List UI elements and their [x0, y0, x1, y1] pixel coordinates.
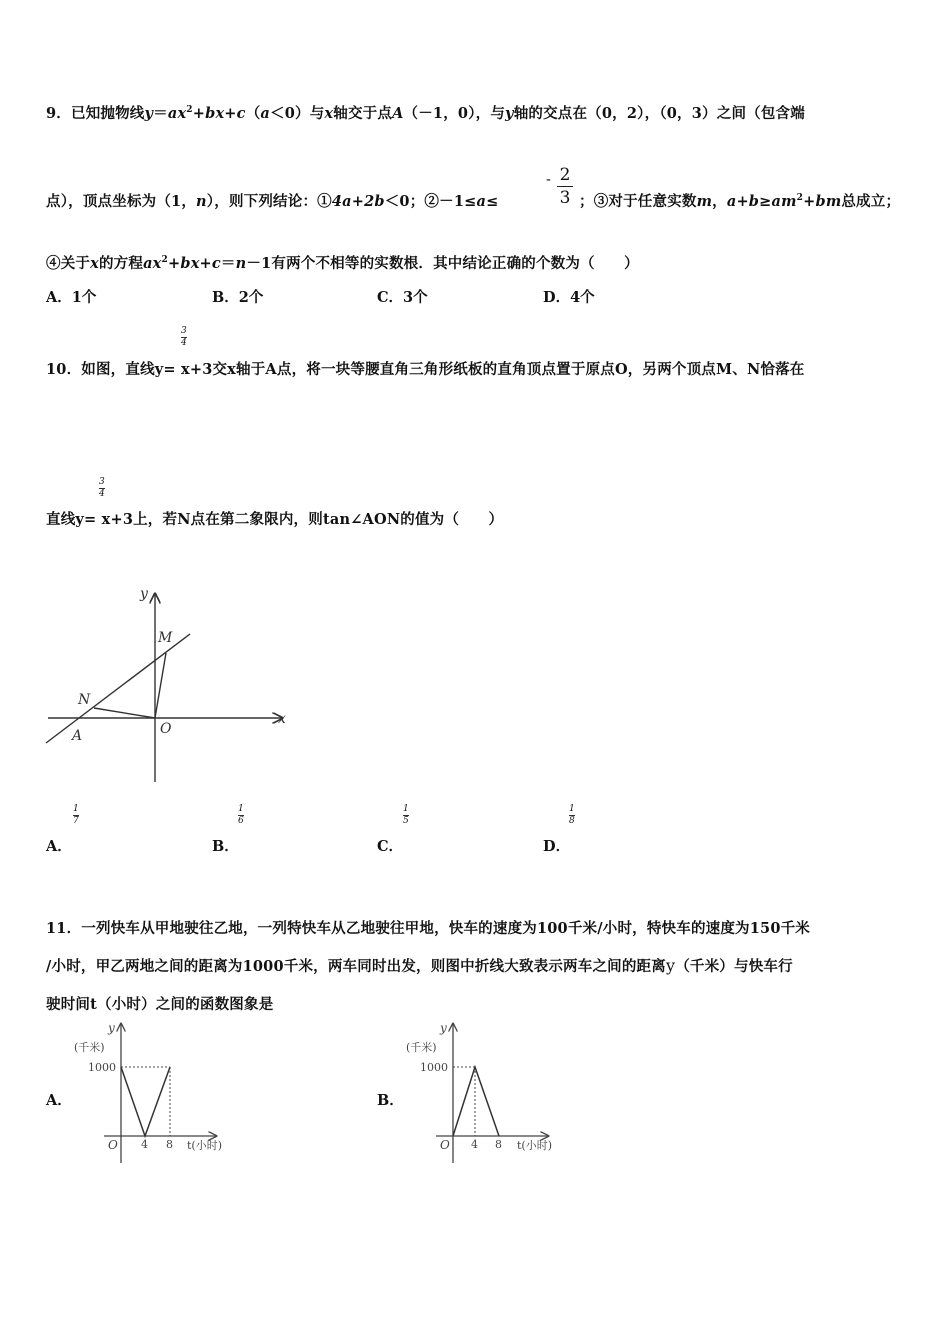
q10-label-x: x [278, 711, 286, 727]
q9-var-a: a [476, 193, 487, 210]
q9-var-n: n [196, 193, 207, 210]
q9-c4-end: －1有两个不相等的实数根．其中结论正确的个数为（ ） [246, 255, 639, 272]
q10-line2: 直线y= x+3上，若N点在第二象限内，则tan∠AON的值为（ ） [46, 511, 504, 528]
q11-line2 [46, 955, 793, 976]
q10-opt-a-frac [73, 805, 79, 826]
q9-var-y: y [144, 105, 154, 122]
q10-opt-c-den: 5 [403, 816, 409, 826]
q11a-tick-4: 4 [141, 1138, 148, 1151]
q10-opt-a-den: 7 [73, 816, 79, 826]
q11-graph-b [398, 1018, 588, 1168]
q10-label-a: A [72, 728, 83, 744]
q10-opt-b-den: 6 [238, 816, 244, 826]
q11-graph-a [66, 1018, 256, 1168]
q10-option-d[interactable]: D． [543, 838, 571, 855]
q9-c3-text: ；③对于任意实数 [579, 193, 697, 210]
q9-c3-am: am [771, 193, 797, 210]
q11a-polyline [121, 1067, 170, 1136]
q10-label-m: M [158, 630, 173, 646]
q11b-y-label: y [440, 1021, 447, 1035]
q10-frac1 [181, 327, 187, 348]
q9-c3-exp: 2 [796, 193, 804, 204]
q9-cond-a: a [260, 105, 270, 122]
q9-c4-exp: 2 [161, 255, 168, 266]
q10-label-y: y [140, 586, 148, 602]
q9-exponent: 2 [186, 105, 193, 116]
q10-option-b[interactable]: B． [212, 838, 239, 855]
q9-point-a-coords: （－1，0），与 [403, 105, 506, 122]
q10-option-a[interactable]: A． [46, 838, 72, 855]
q11a-y-label: y [108, 1021, 115, 1035]
q11-var-y: y [665, 956, 676, 975]
q9-c3-end: 总成立； [841, 193, 901, 210]
q9-c2-le: ≤ [486, 193, 499, 210]
q9-term-bxc: +bx+c [192, 105, 246, 122]
q9-line3 [46, 252, 639, 273]
q11b-y-tick: 1000 [420, 1061, 448, 1074]
q9-c4-equals: ＝ [220, 255, 236, 272]
q9-minus [546, 172, 551, 188]
q9-c3-ge: ≥ [759, 193, 772, 210]
q11a-origin: O [108, 1138, 118, 1152]
q9-var-m: m [696, 193, 713, 210]
q11-option-a[interactable]: A． [46, 1092, 72, 1109]
q10-opt-d-frac [569, 805, 575, 826]
q11-line2-text: /小时，甲乙两地之间的距离为1000千米，两车同时出发，则图中折线大致表示两车之间的距离 [46, 958, 666, 975]
q9-line1 [46, 102, 805, 123]
q11-line2-end: （千米）与快车行 [675, 958, 793, 975]
q9-fraction [557, 166, 573, 207]
q9-frac-bar [557, 186, 573, 187]
q9-c4-x: x [90, 255, 99, 272]
q10-line1: 10．如图，直线y= x+3交x轴于A点，将一块等腰直角三角形纸板的直角顶点置于原点O，另两个顶点M、N恰落在 [46, 361, 805, 378]
q11b-tick-8: 8 [495, 1138, 502, 1151]
q9-frac-num: 2 [559, 165, 571, 185]
q10-frac1-num: 3 [181, 326, 187, 336]
q9-conclusions: ），则下列结论：① [206, 193, 332, 210]
q9-line1-end: 轴的交点在（0，2），（0，3）之间（包含端 [513, 105, 805, 122]
q10-opt-c-frac [403, 805, 409, 826]
q9-mid: 轴交于点 [333, 105, 393, 122]
q10-opt-a-num: 1 [73, 804, 79, 814]
q9-c1-rest: ＜0；②－1≤ [384, 193, 477, 210]
q11a-unit: (千米) [74, 1041, 105, 1054]
q10-figure [40, 580, 300, 790]
q9-option-b[interactable]: B．2个 [212, 289, 264, 306]
q9-cond-rest: ＜0）与 [270, 105, 325, 122]
q10-option-c[interactable]: C． [377, 838, 404, 855]
q10-frac1-den: 4 [181, 338, 187, 348]
q10-opt-d-den: 8 [569, 816, 575, 826]
q9-option-c[interactable]: C．3个 [377, 289, 428, 306]
q9-c3-bm: +bm [803, 193, 842, 210]
q9-point-a: A [392, 105, 404, 122]
q10-frac2-den: 4 [99, 489, 105, 499]
q10-opt-d-num: 1 [569, 804, 575, 814]
q10-frac2-num: 3 [99, 477, 105, 487]
q9-line2 [46, 190, 498, 211]
q9-c4-bxc: +bx+c [168, 255, 221, 272]
q10-frac2 [99, 478, 105, 499]
q9-term-ax: ax [167, 105, 187, 122]
q11b-polyline [453, 1067, 499, 1136]
q10-opt-b-frac [238, 805, 244, 826]
q9-c4-start: ④关于 [46, 255, 91, 272]
q11b-unit: (千米) [406, 1041, 437, 1054]
q11b-origin: O [440, 1138, 450, 1152]
q9-equals: ＝ [153, 105, 168, 122]
q9-option-d[interactable]: D．4个 [543, 289, 595, 306]
q11-option-b[interactable]: B． [377, 1092, 404, 1109]
q11a-x-label: t(小时) [187, 1139, 223, 1152]
q9-c3-left: a+b [726, 193, 760, 210]
q9-c4-eq-text: 的方程 [98, 255, 144, 272]
q10-label-o: O [160, 721, 172, 737]
q9-minus-sign: - [546, 172, 552, 188]
q9-intro: 9．已知抛物线 [46, 105, 145, 122]
q11a-tick-8: 8 [166, 1138, 173, 1151]
q9-option-a[interactable]: A．1个 [46, 289, 97, 306]
q10-segment-om [155, 653, 166, 718]
q9-line2-right [579, 190, 900, 211]
q11b-x-label: t(小时) [517, 1139, 553, 1152]
q10-segment-on [94, 708, 155, 718]
q9-c4-n: n [235, 255, 247, 272]
q9-vertex-text: 点），顶点坐标为（1， [46, 193, 197, 210]
q9-var-y2: y [505, 105, 514, 122]
q9-c1-expr: 4a+2b [331, 193, 385, 210]
q10-opt-c-num: 1 [403, 804, 409, 814]
q10-label-n: N [78, 692, 91, 708]
q9-frac-den: 3 [559, 188, 571, 208]
q9-var-x: x [324, 105, 334, 122]
q9-comma: ， [712, 193, 727, 210]
q11-line1: 11．一列快车从甲地驶往乙地，一列特快车从乙地驶往甲地，快车的速度为100千米/小时，特快车的速度为150千米 [46, 920, 811, 937]
q10-opt-b-num: 1 [238, 804, 244, 814]
q9-paren: （ [245, 105, 261, 122]
q9-c4-ax: ax [143, 255, 162, 272]
q11-line3: 驶时间t（小时）之间的函数图象是 [46, 996, 274, 1013]
q11a-y-tick: 1000 [88, 1061, 116, 1074]
q11b-tick-4: 4 [471, 1138, 478, 1151]
